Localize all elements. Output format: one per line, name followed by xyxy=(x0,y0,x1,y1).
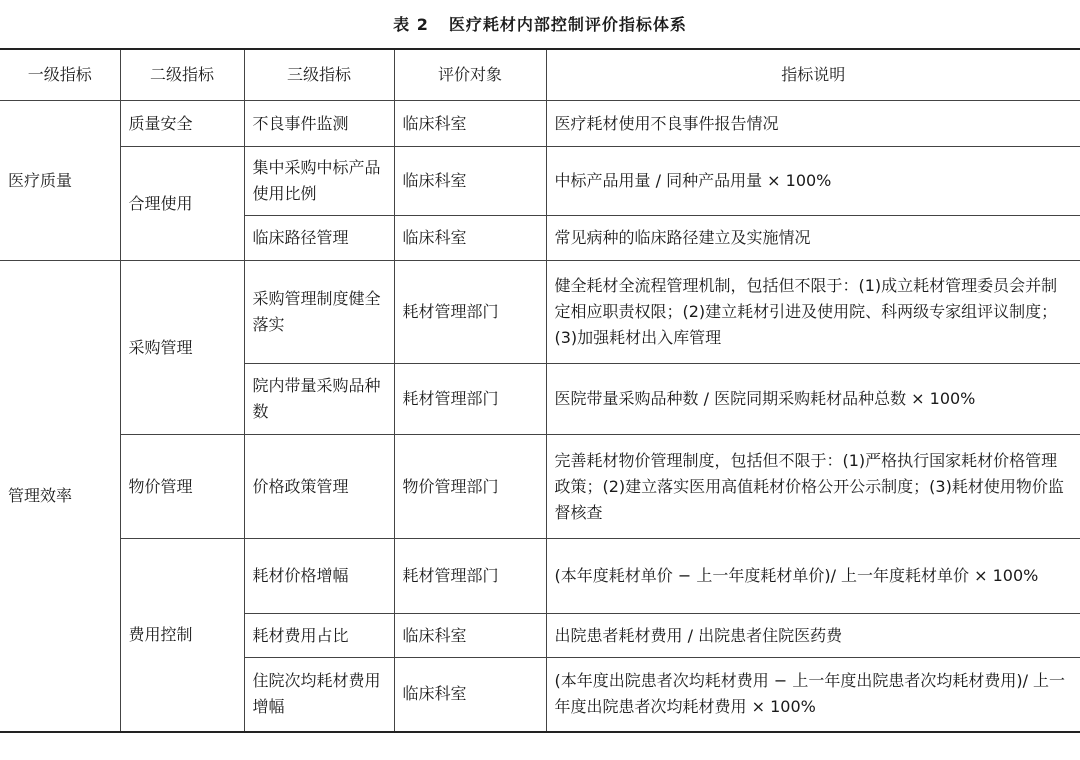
level3-cell: 临床路径管理 xyxy=(244,216,394,261)
table-number: 表 2 xyxy=(393,15,429,34)
header-level2: 二级指标 xyxy=(120,49,244,101)
level1-cell: 医疗质量 xyxy=(0,101,120,261)
target-cell: 临床科室 xyxy=(394,658,546,732)
target-cell: 物价管理部门 xyxy=(394,435,546,539)
description-cell: 完善耗材物价管理制度，包括但不限于：(1)严格执行国家耗材价格管理政策；(2)建立落实医用高值耗材价格公开公示制度；(3)耗材使用物价监督核查 xyxy=(546,435,1080,539)
table-title-text: 医疗耗材内部控制评价指标体系 xyxy=(448,15,687,34)
description-cell: (本年度出院患者次均耗材费用 − 上一年度出院患者次均耗材费用)/ 上一年度出院患者次均耗材费用 × 100% xyxy=(546,658,1080,732)
indicator-table xyxy=(0,48,1080,733)
description-cell: 医院带量采购品种数 / 医院同期采购耗材品种总数 × 100% xyxy=(546,364,1080,435)
header-target: 评价对象 xyxy=(394,49,546,101)
level2-cell: 质量安全 xyxy=(120,101,244,147)
target-cell: 临床科室 xyxy=(394,147,546,216)
table-header-row xyxy=(0,49,1080,101)
level3-cell: 住院次均耗材费用增幅 xyxy=(244,658,394,732)
level3-cell: 院内带量采购品种数 xyxy=(244,364,394,435)
level2-cell: 采购管理 xyxy=(120,261,244,435)
target-cell: 临床科室 xyxy=(394,101,546,147)
level3-cell: 采购管理制度健全落实 xyxy=(244,261,394,364)
level2-cell: 合理使用 xyxy=(120,147,244,261)
description-cell: 常见病种的临床路径建立及实施情况 xyxy=(546,216,1080,261)
description-cell: (本年度耗材单价 − 上一年度耗材单价)/ 上一年度耗材单价 × 100% xyxy=(546,539,1080,614)
level2-cell: 物价管理 xyxy=(120,435,244,539)
table-row xyxy=(0,147,1080,216)
header-description: 指标说明 xyxy=(546,49,1080,101)
table-row xyxy=(0,435,1080,539)
level3-cell: 耗材费用占比 xyxy=(244,614,394,658)
level1-cell: 管理效率 xyxy=(0,261,120,732)
target-cell: 临床科室 xyxy=(394,216,546,261)
target-cell: 耗材管理部门 xyxy=(394,539,546,614)
table-row xyxy=(0,539,1080,614)
target-cell: 临床科室 xyxy=(394,614,546,658)
table-row xyxy=(0,261,1080,364)
table-row xyxy=(0,101,1080,147)
description-cell: 健全耗材全流程管理机制，包括但不限于：(1)成立耗材管理委员会并制定相应职责权限；(2)建立耗材引进及使用院、科两级专家组评议制度；(3)加强耗材出入库管理 xyxy=(546,261,1080,364)
description-cell: 出院患者耗材费用 / 出院患者住院医药费 xyxy=(546,614,1080,658)
level3-cell: 耗材价格增幅 xyxy=(244,539,394,614)
header-level3: 三级指标 xyxy=(244,49,394,101)
description-cell: 中标产品用量 / 同种产品用量 × 100% xyxy=(546,147,1080,216)
level2-cell: 费用控制 xyxy=(120,539,244,732)
level3-cell: 集中采购中标产品使用比例 xyxy=(244,147,394,216)
level3-cell: 价格政策管理 xyxy=(244,435,394,539)
target-cell: 耗材管理部门 xyxy=(394,364,546,435)
table-title xyxy=(0,12,1080,35)
level3-cell: 不良事件监测 xyxy=(244,101,394,147)
target-cell: 耗材管理部门 xyxy=(394,261,546,364)
description-cell: 医疗耗材使用不良事件报告情况 xyxy=(546,101,1080,147)
header-level1: 一级指标 xyxy=(0,49,120,101)
